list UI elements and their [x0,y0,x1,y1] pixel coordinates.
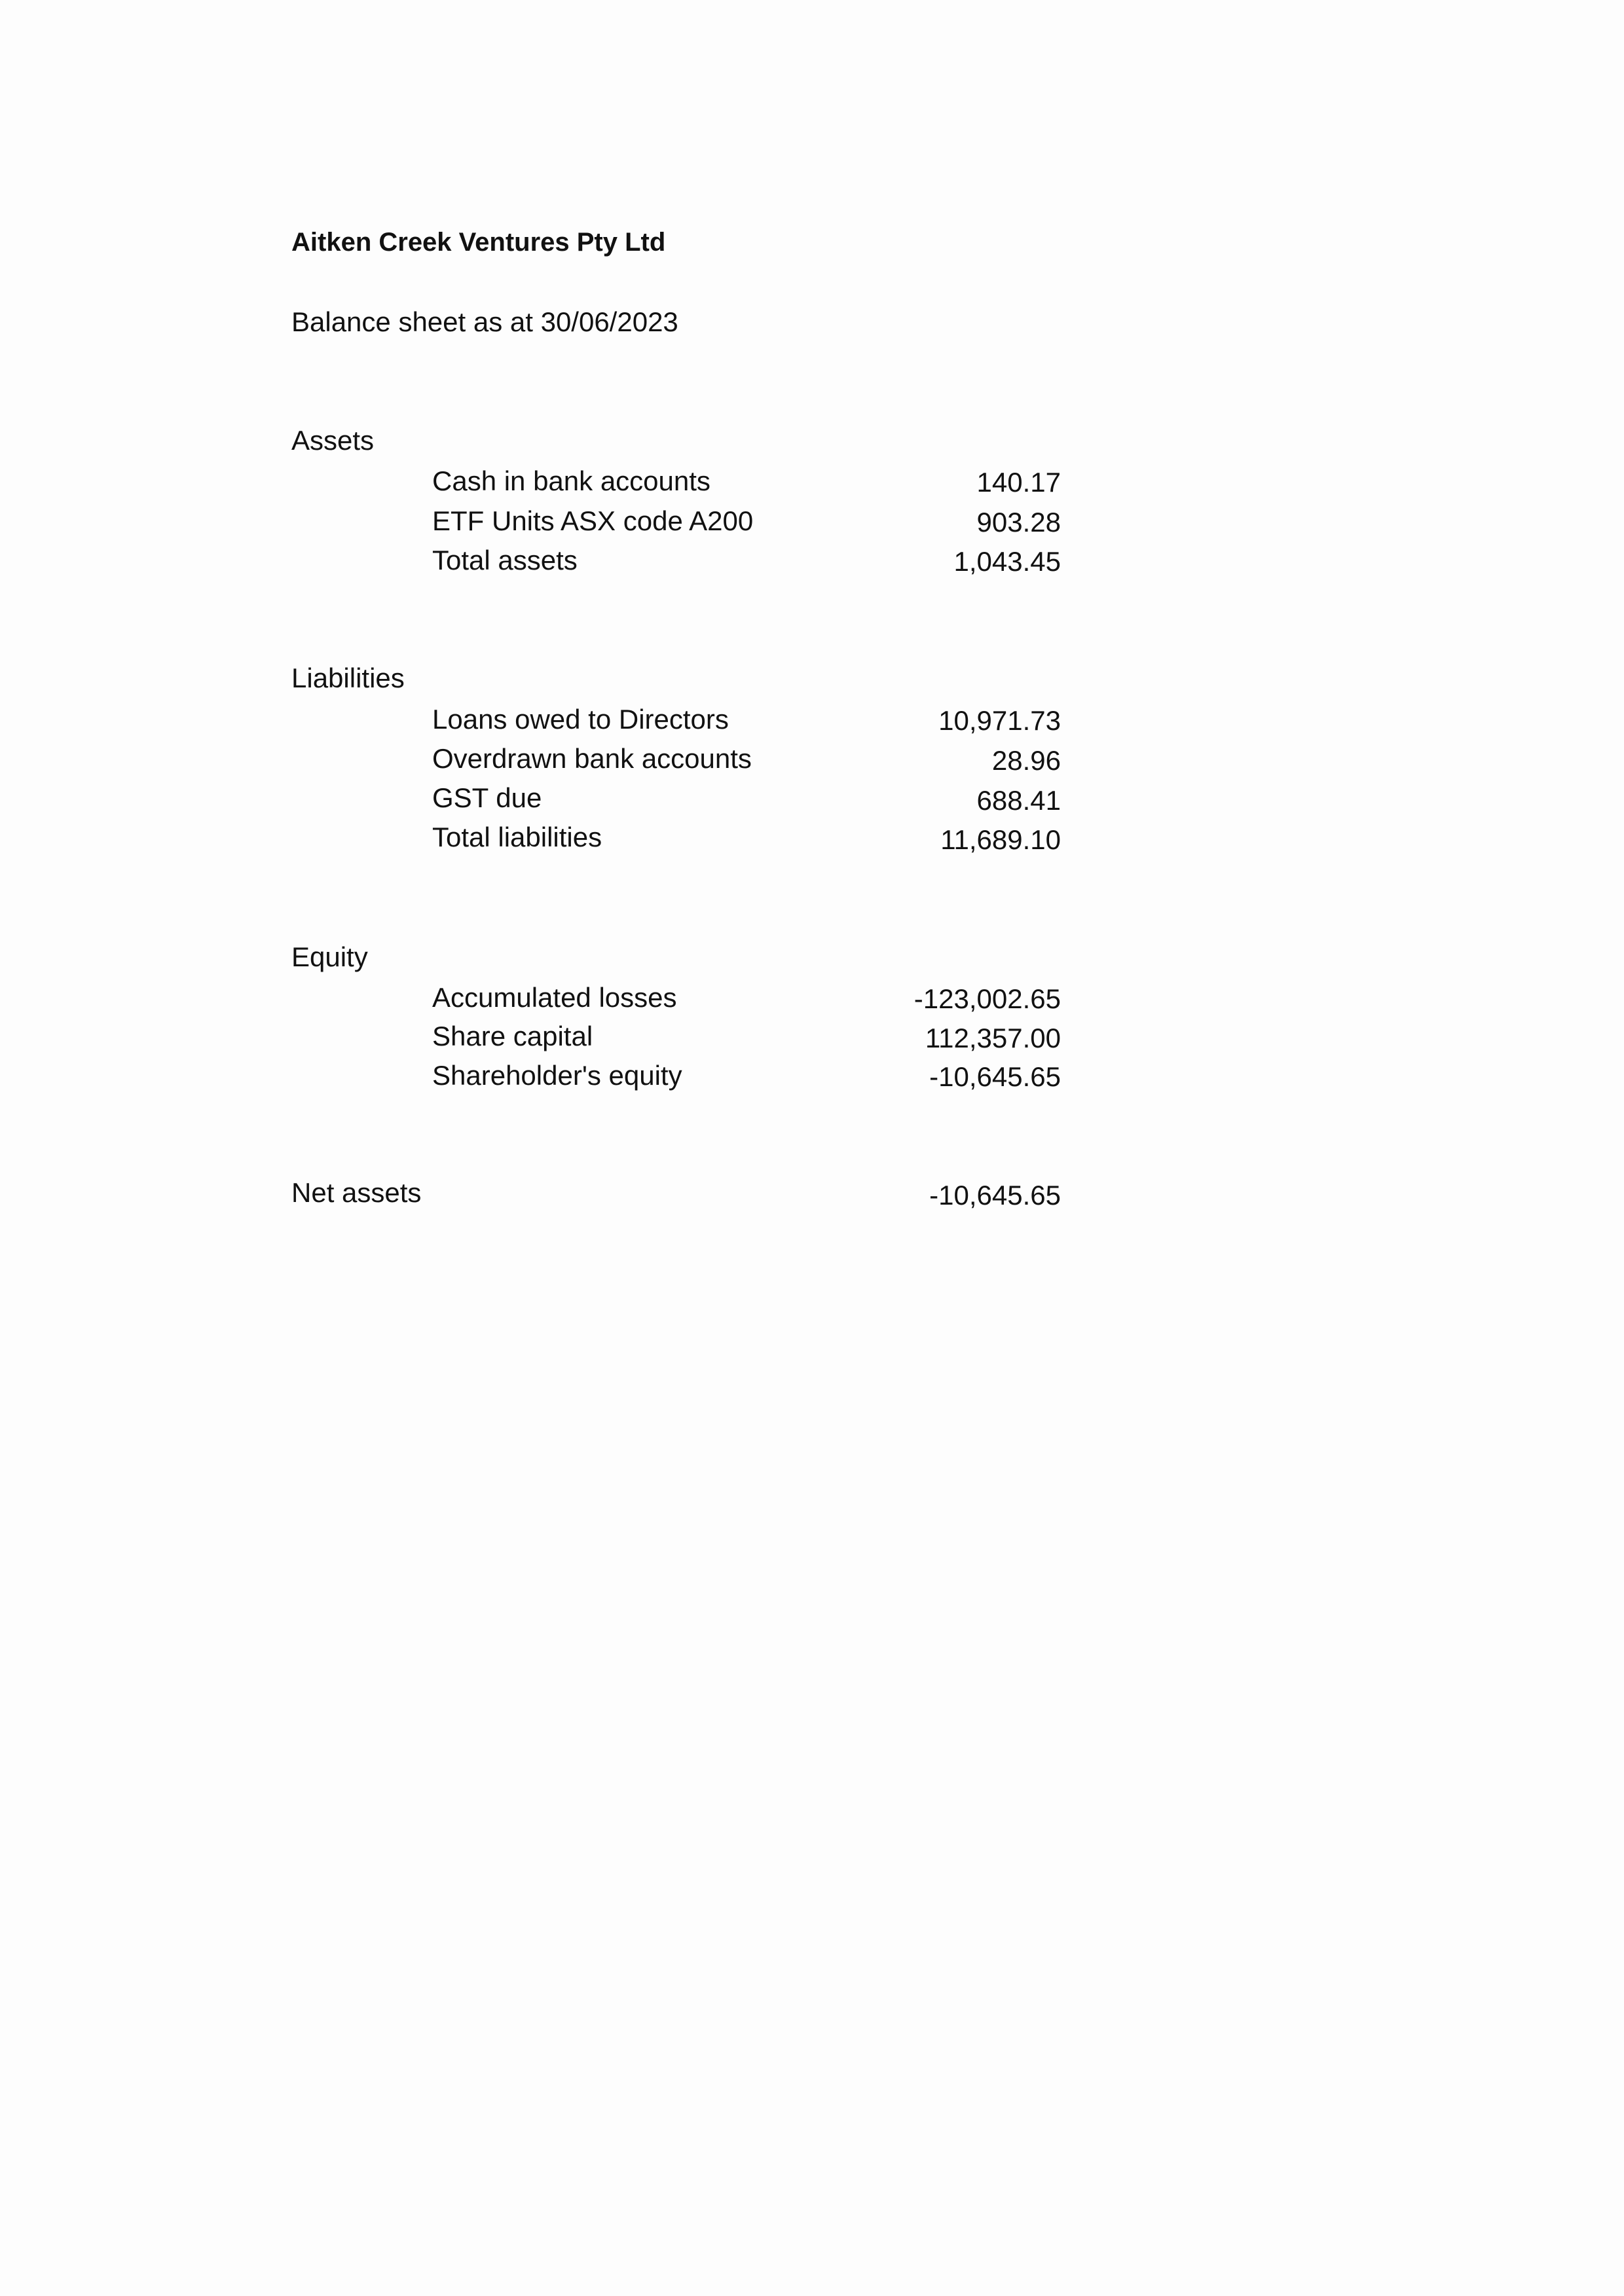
liabilities-item-amount: 28.96 [991,745,1061,776]
net-assets-amount: -10,645.65 [929,1180,1061,1211]
liabilities-item-amount: 10,971.73 [938,705,1061,736]
liabilities-item-amount: 688.41 [976,785,1061,816]
equity-item-label: Share capital [432,1021,593,1051]
equity-item-label: Accumulated losses [432,982,677,1013]
equity-item-amount: -123,002.65 [913,983,1061,1014]
liabilities-item-label: Overdrawn bank accounts [432,743,752,774]
liabilities-item-label: GST due [432,782,542,813]
document-subtitle: Balance sheet as at 30/06/2023 [291,306,678,337]
net-assets-label: Net assets [291,1177,422,1208]
equity-heading: Equity [291,941,368,972]
assets-item-amount: 903.28 [976,507,1061,538]
shareholders-equity-amount: -10,645.65 [929,1061,1061,1092]
assets-heading: Assets [291,425,375,456]
assets-item-label: ETF Units ASX code A200 [432,505,754,536]
total-assets-amount: 1,043.45 [953,546,1061,577]
total-assets-label: Total assets [432,545,578,575]
assets-item-amount: 140.17 [976,467,1061,498]
liabilities-item-label: Loans owed to Directors [432,704,729,735]
company-name: Aitken Creek Ventures Pty Ltd [291,228,666,257]
liabilities-heading: Liabilities [291,663,405,693]
total-liabilities-label: Total liabilities [432,822,602,852]
assets-item-label: Cash in bank accounts [432,465,710,496]
equity-item-amount: 112,357.00 [925,1023,1061,1053]
total-liabilities-amount: 11,689.10 [940,824,1061,855]
shareholders-equity-label: Shareholder's equity [432,1060,682,1091]
